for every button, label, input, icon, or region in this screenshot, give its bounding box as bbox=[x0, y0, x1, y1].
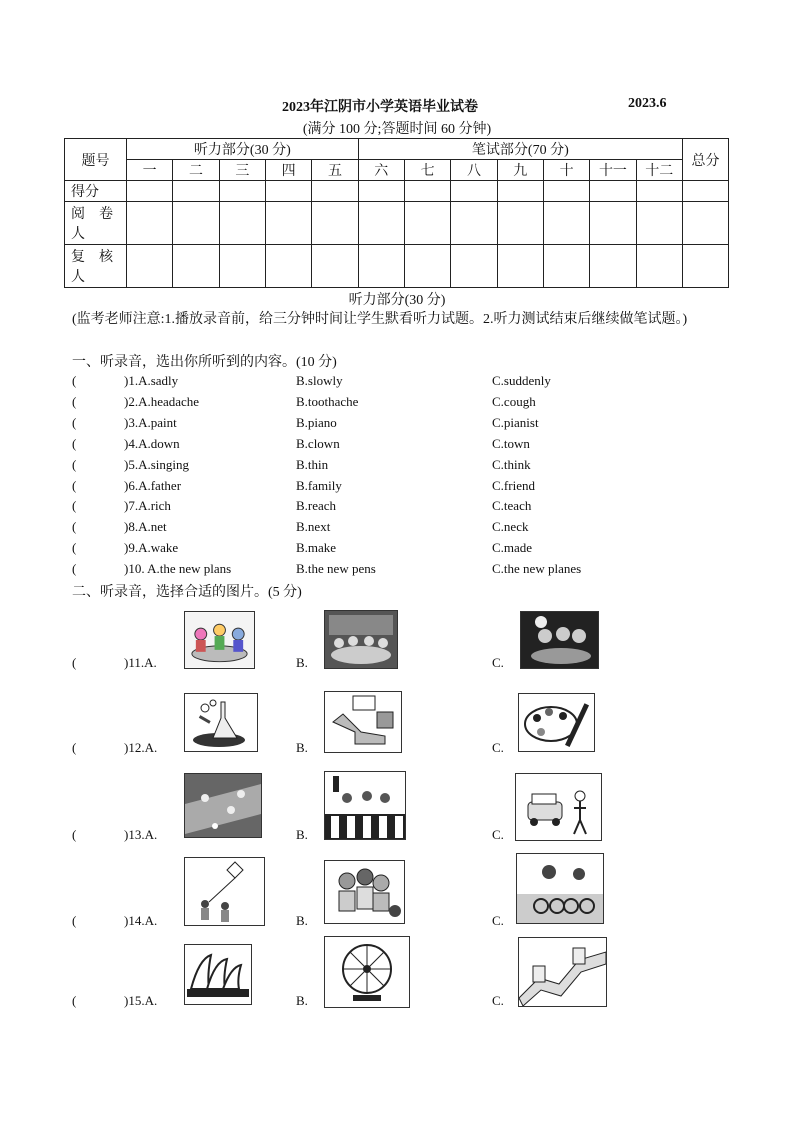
option-b-label: B. bbox=[296, 913, 308, 928]
option-a: )5.A.singing bbox=[124, 457, 189, 472]
option-a-label: )14.A. bbox=[124, 913, 158, 928]
option-a: )7.A.rich bbox=[124, 498, 171, 513]
option-c-label: C. bbox=[492, 655, 504, 670]
option-b-label: B. bbox=[296, 740, 308, 755]
family-meal-icon[interactable] bbox=[520, 611, 599, 669]
answer-bracket[interactable]: ( bbox=[72, 655, 77, 670]
playground-icon[interactable] bbox=[184, 773, 262, 838]
num-cell: 十 bbox=[543, 160, 589, 181]
option-c: C.cough bbox=[492, 394, 536, 409]
num-cell: 七 bbox=[404, 160, 450, 181]
option-c: C.made bbox=[492, 540, 533, 555]
option-c: C.friend bbox=[492, 478, 535, 493]
option-b: B.piano bbox=[296, 415, 337, 430]
option-c: C.neck bbox=[492, 519, 529, 534]
option-b: B.toothache bbox=[296, 394, 359, 409]
dentist-chair-icon[interactable] bbox=[324, 691, 402, 753]
option-a: )6.A.father bbox=[124, 478, 182, 493]
option-a-label: )12.A. bbox=[124, 740, 158, 755]
option-a: )9.A.wake bbox=[124, 540, 179, 555]
num-cell: 六 bbox=[358, 160, 404, 181]
answer-bracket[interactable]: ( bbox=[72, 913, 77, 928]
option-c: C.think bbox=[492, 457, 531, 472]
zebra-crossing-icon[interactable] bbox=[324, 771, 406, 840]
total-cell: 总分 bbox=[683, 139, 729, 181]
answer-bracket[interactable]: ( bbox=[72, 394, 77, 409]
row-label-reviewer: 复 核 人 bbox=[65, 245, 127, 288]
part2-heading: 二、听录音，选择合适的图片。(5 分) bbox=[72, 585, 302, 600]
answer-bracket[interactable]: ( bbox=[72, 561, 77, 576]
option-c: C.pianist bbox=[492, 415, 539, 430]
option-a: )1.A.sadly bbox=[124, 373, 179, 388]
option-a: )2.A.headache bbox=[124, 394, 200, 409]
kite-flying-icon[interactable] bbox=[184, 857, 265, 926]
num-cell: 二 bbox=[173, 160, 219, 181]
answer-bracket[interactable]: ( bbox=[72, 827, 77, 842]
option-c-label: C. bbox=[492, 993, 504, 1008]
option-b-label: B. bbox=[296, 655, 308, 670]
great-wall-icon[interactable] bbox=[518, 937, 607, 1007]
car-street-icon[interactable] bbox=[515, 773, 602, 841]
writing-group-cell: 笔试部分(70 分) bbox=[358, 139, 682, 160]
answer-bracket[interactable]: ( bbox=[72, 457, 77, 472]
cycling-icon[interactable] bbox=[516, 853, 604, 924]
listening-group-cell: 听力部分(30 分) bbox=[127, 139, 359, 160]
option-b: B.slowly bbox=[296, 373, 343, 388]
page-subtitle: (满分 100 分;答题时间 60 分钟) bbox=[302, 122, 492, 137]
paint-palette-icon[interactable] bbox=[518, 693, 595, 752]
part1-heading: 一、听录音，选出你所听到的内容。(10 分) bbox=[72, 355, 337, 370]
family-dinner-icon[interactable] bbox=[184, 611, 255, 669]
option-c: C.town bbox=[492, 436, 530, 451]
option-b: B.thin bbox=[296, 457, 329, 472]
proctor-note: (监考老师注意:1.播放录音前，给三分钟时间让学生默看听力试题。2.听力测试结束后继续做笔试题。) bbox=[72, 312, 688, 327]
option-a: )4.A.down bbox=[124, 436, 180, 451]
option-a: )8.A.net bbox=[124, 519, 167, 534]
option-a: )10. A.the new plans bbox=[124, 561, 232, 576]
ferris-wheel-icon[interactable] bbox=[324, 936, 410, 1008]
answer-bracket[interactable]: ( bbox=[72, 540, 77, 555]
page-title: 2023年江阴市小学英语毕业试卷 bbox=[282, 100, 478, 115]
num-cell: 一 bbox=[127, 160, 173, 181]
option-c: C.the new planes bbox=[492, 561, 582, 576]
answer-bracket[interactable]: ( bbox=[72, 993, 77, 1008]
option-b: B.next bbox=[296, 519, 331, 534]
answer-bracket[interactable]: ( bbox=[72, 478, 77, 493]
option-b: B.make bbox=[296, 540, 337, 555]
option-b: B.family bbox=[296, 478, 342, 493]
option-a: )3.A.paint bbox=[124, 415, 177, 430]
num-cell: 十一 bbox=[590, 160, 636, 181]
num-cell: 八 bbox=[451, 160, 497, 181]
num-cell: 十二 bbox=[636, 160, 682, 181]
children-group-icon[interactable] bbox=[324, 860, 405, 924]
answer-bracket[interactable]: ( bbox=[72, 415, 77, 430]
option-c-label: C. bbox=[492, 827, 504, 842]
answer-bracket[interactable]: ( bbox=[72, 436, 77, 451]
option-b-label: B. bbox=[296, 827, 308, 842]
option-c: C.teach bbox=[492, 498, 532, 513]
sydney-opera-house-icon[interactable] bbox=[184, 944, 252, 1005]
listening-heading: 听力部分(30 分) bbox=[348, 293, 446, 308]
option-c-label: C. bbox=[492, 740, 504, 755]
option-c: C.suddenly bbox=[492, 373, 551, 388]
row-label-score: 得分 bbox=[65, 181, 127, 202]
answer-bracket[interactable]: ( bbox=[72, 498, 77, 513]
num-cell: 三 bbox=[219, 160, 265, 181]
option-a-label: )11.A. bbox=[124, 655, 157, 670]
option-b: B.clown bbox=[296, 436, 340, 451]
num-cell: 四 bbox=[265, 160, 311, 181]
num-cell: 五 bbox=[312, 160, 358, 181]
col-title-cell: 题号 bbox=[65, 139, 127, 181]
num-cell: 九 bbox=[497, 160, 543, 181]
option-c-label: C. bbox=[492, 913, 504, 928]
row-label-grader: 阅 卷 人 bbox=[65, 202, 127, 245]
answer-bracket[interactable]: ( bbox=[72, 373, 77, 388]
science-flask-icon[interactable] bbox=[184, 693, 258, 752]
option-a-label: )15.A. bbox=[124, 993, 158, 1008]
option-a-label: )13.A. bbox=[124, 827, 158, 842]
option-b-label: B. bbox=[296, 993, 308, 1008]
option-b: B.the new pens bbox=[296, 561, 376, 576]
exam-date: 2023.6 bbox=[628, 96, 667, 111]
restaurant-icon[interactable] bbox=[324, 610, 398, 669]
answer-bracket[interactable]: ( bbox=[72, 519, 77, 534]
answer-bracket[interactable]: ( bbox=[72, 740, 77, 755]
option-b: B.reach bbox=[296, 498, 337, 513]
score-table bbox=[64, 138, 729, 288]
